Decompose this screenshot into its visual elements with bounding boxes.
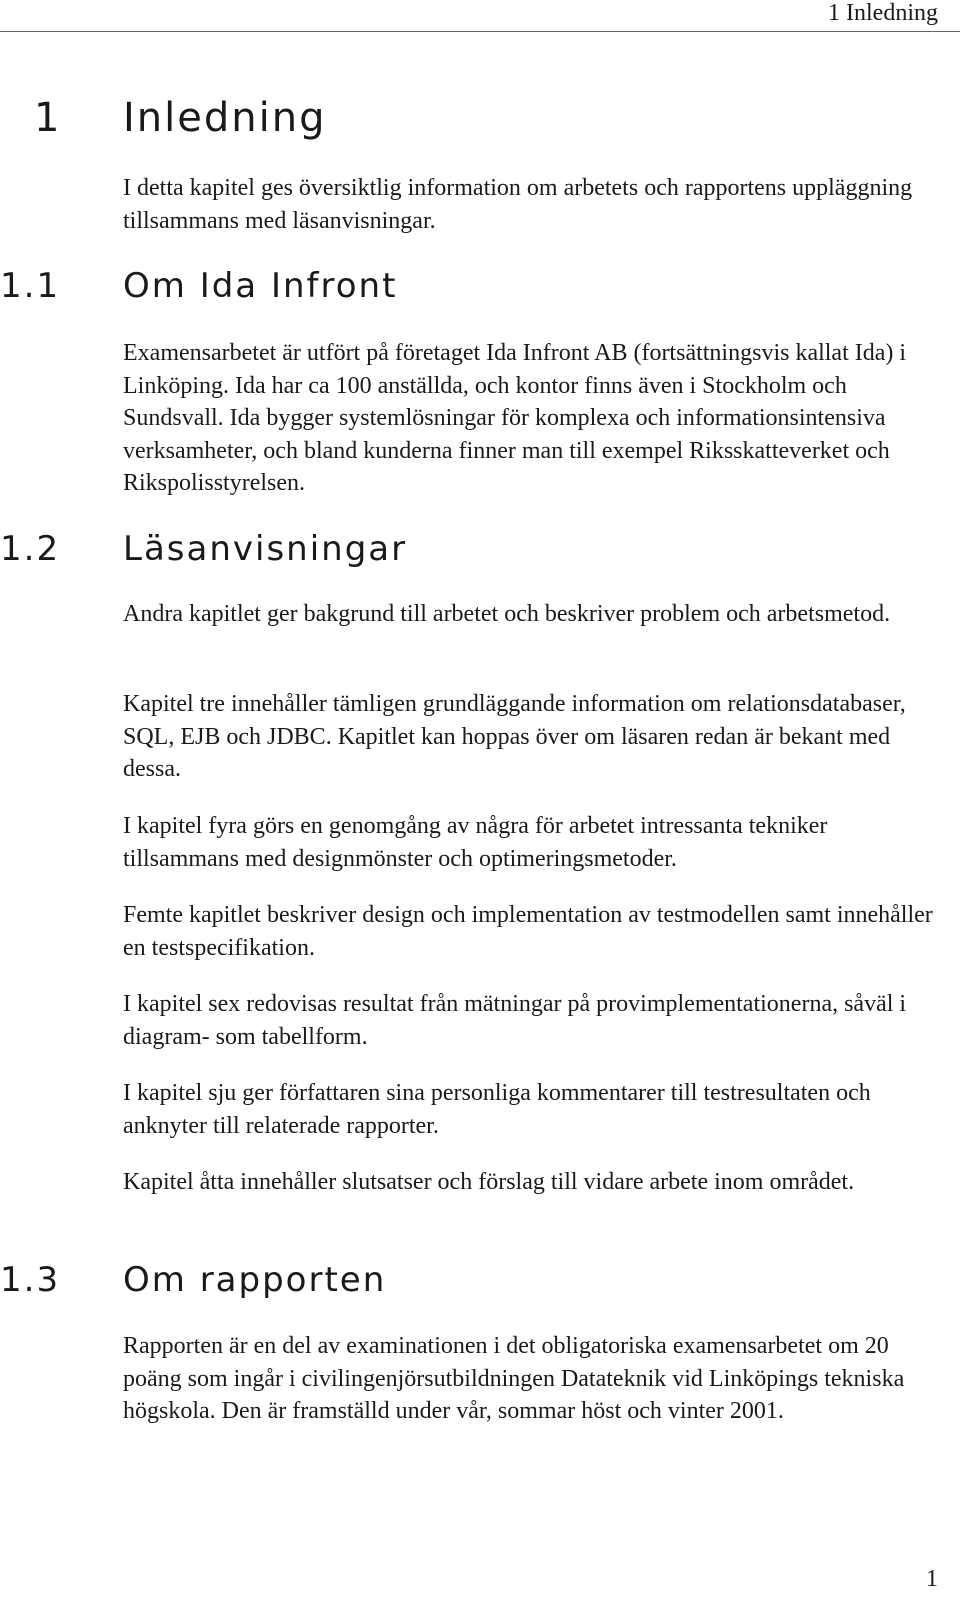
paragraph-chapter-six: I kapitel sex redovisas resultat från mätningar på provimplementationerna, såväl i diagram- som tabellform. [123, 991, 907, 1050]
paragraph-chapter-four: I kapitel fyra görs en genomgång av några för arbetet intressanta tekniker tillsammans med designmönster och optimeringsmetoder. [123, 813, 828, 872]
paragraph-om-rapporten: Rapporten är en del av examinationen i det obligatoriska examensarbetet om 20 poäng som ingår i civilingenjörsutbildningen Datateknik vid Linköpings tekniska högskola. Den är framställd under vår, sommar höst och vinter 2001. [123, 1333, 905, 1424]
paragraph-chapter-seven: I kapitel sju ger författaren sina personliga kommentarer till testresultaten och anknyter till relaterade rapporter. [123, 1080, 871, 1139]
section-number: 1.2 [0, 529, 61, 569]
running-header: 1 Inledning [828, 0, 938, 26]
section-number: 1.1 [0, 266, 61, 306]
section-title: Om Ida Infront [123, 266, 398, 306]
paragraph-chapter-two: Andra kapitlet ger bakgrund till arbetet och beskriver problem och arbetsmetod. [123, 601, 891, 627]
section-title: Om rapporten [123, 1260, 387, 1300]
chapter-intro: I detta kapitel ges översiktlig information om arbetets och rapportens uppläggning tillsammans med läsanvisningar. [123, 175, 913, 234]
section-number: 1.3 [0, 1260, 61, 1300]
paragraph-om-ida-infront: Examensarbetet är utfört på företaget Ida Infront AB (fortsättningsvis kallat Ida) i Linköping. Ida har ca 100 anställda, och kontor finns även i Stockholm och Sundsvall. Ida bygger systemlösningar för komplexa och informationsintensiva verksamheter, och bland kunderna finner man till exempel Riksskatteverket och Rikspolisstyrelsen. [123, 340, 907, 496]
chapter-number: 1 [34, 95, 62, 141]
chapter-title: Inledning [123, 95, 327, 141]
paragraph-chapter-three: Kapitel tre innehåller tämligen grundläggande information om relationsdatabaser, SQL, EJB och JDBC. Kapitlet kan hoppas över om läsaren redan är bekant med dessa. [123, 691, 906, 782]
section-title: Läsanvisningar [123, 529, 408, 569]
paragraph-chapter-eight: Kapitel åtta innehåller slutsatser och förslag till vidare arbete inom området. [123, 1169, 855, 1195]
paragraph-chapter-five: Femte kapitlet beskriver design och implementation av testmodellen samt innehåller en testspecifikation. [123, 902, 933, 961]
header-rule [0, 31, 960, 32]
page-number: 1 [926, 1566, 938, 1592]
